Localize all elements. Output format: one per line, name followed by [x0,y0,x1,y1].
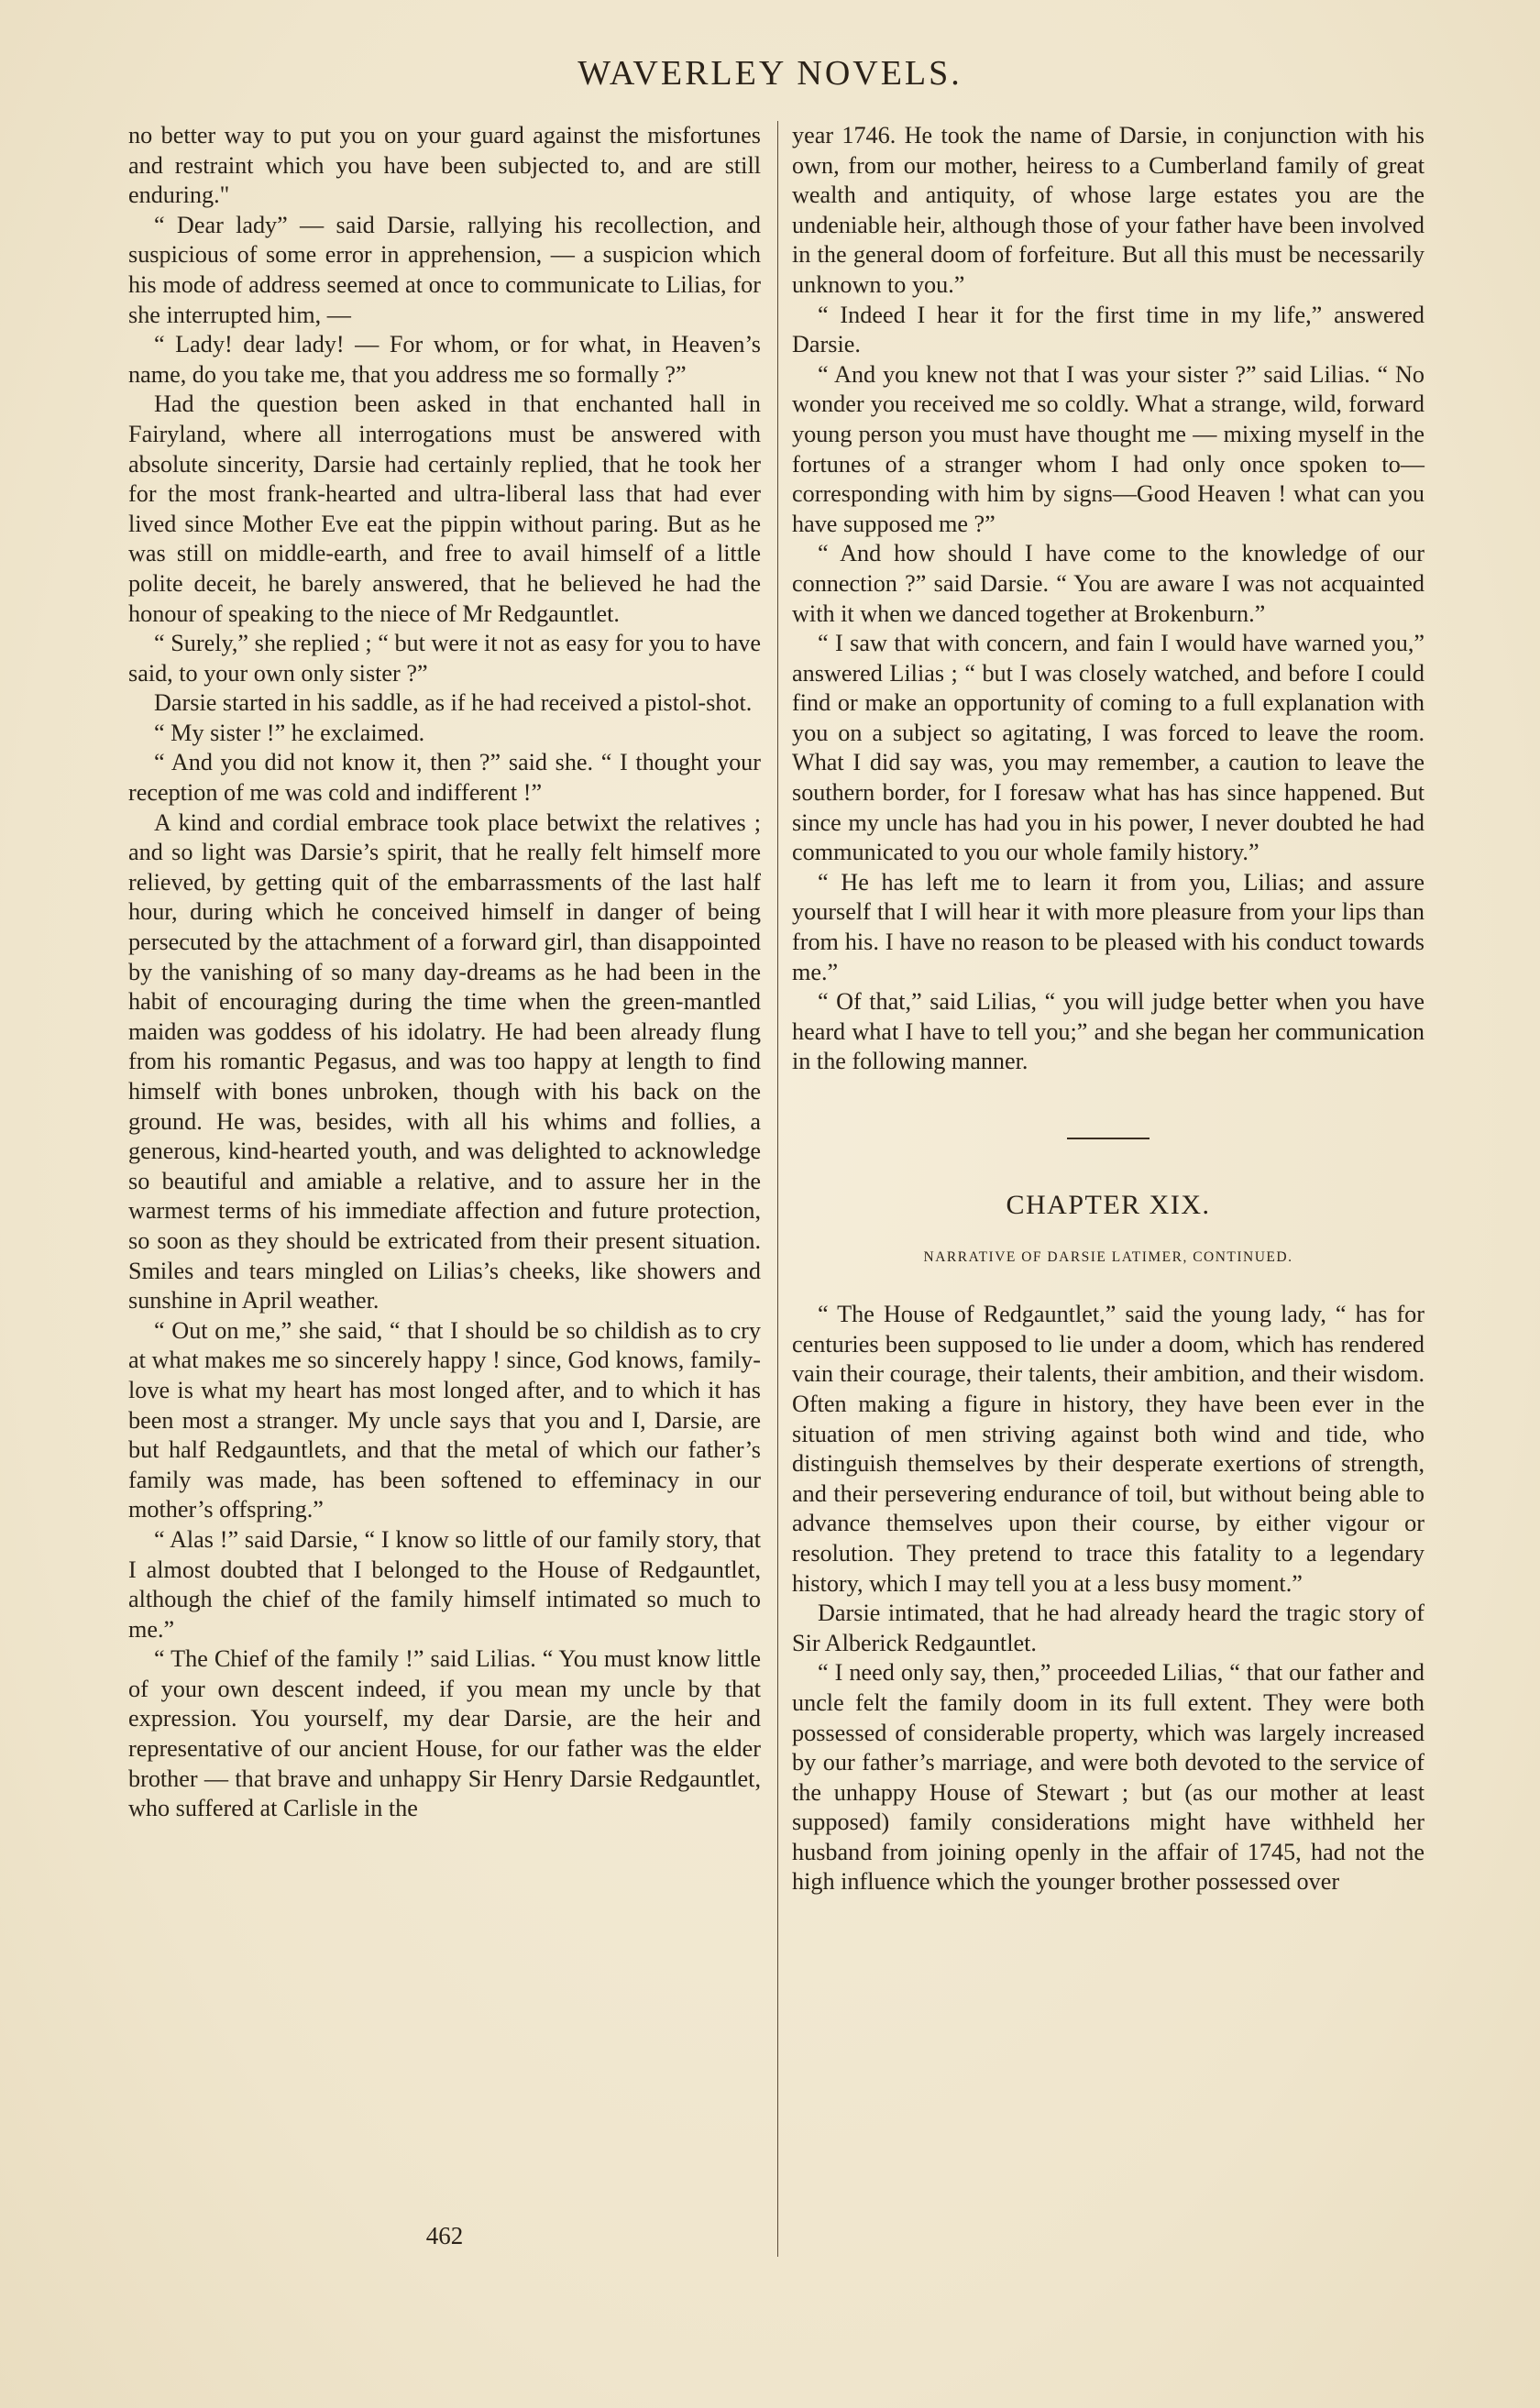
section-divider [1067,1138,1150,1139]
paragraph: Had the question been asked in that enchanted hall in Fairyland, where all interrogations must be answered with absolute sincerity, Darsie had certainly replied, that he took her for the most frank-hearted and ultra-liberal lass that had ever lived since Mother Eve eat the pippin without paring. But as he was still on middle-earth, and free to avail himself of a little polite deceit, he barely answered, that he believed he had the honour of speaking to the niece of Mr Redgauntlet. [128,390,761,627]
paragraph: “ And you did not know it, then ?” said she. “ I thought your reception of me was cold and indifferent !” [128,749,761,807]
column-divider [777,121,778,2257]
paragraph: “ And how should I have come to the knowledge of our connection ?” said Darsie. “ You are aware I was not acquainted with it when we danced together at Brokenburn.” [792,540,1424,627]
paragraph: “ And you knew not that I was your sister ?” said Lilias. “ No wonder you received me so coldly. What a strange, wild, forward young person you must have thought me — mixing myself in the fortunes of a stranger whom I had only once spoken to—corresponding with him by signs—Good Heaven ! what can you have supposed me ?” [792,360,1424,537]
paragraph: “ Of that,” said Lilias, “ you will judge better when you have heard what I have to tell you;” and she began her communication in the following manner. [792,988,1424,1075]
paragraph: “ Surely,” she replied ; “ but were it not as easy for you to have said, to your own only sister ?” [128,630,761,687]
paragraph: year 1746. He took the name of Darsie, in conjunction with his own, from our mother, heiress to a Cumberland family of great wealth and antiquity, of whose large estates you are the undeniable heir, although those of your father have been involved in the general doom of forfeiture. But all this must be necessarily unknown to you.” [792,122,1424,298]
chapter-heading: CHAPTER XIX. [1006,1190,1211,1220]
paragraph: “ Lady! dear lady! — For whom, or for what, in Heaven’s name, do you take me, that you address me so formally ?” [128,331,761,388]
paragraph: A kind and cordial embrace took place betwixt the relatives ; and so light was Darsie’s spirit, that he really felt himself more relieved, by getting quit of the embarrassments of the last half hour, during which he conceived himself in danger of being persecuted by the attachment of a forward girl, than disappointed by the vanishing of so many day-dreams as he had been in the habit of encouraging during the time when the green-mantled maiden was goddess of his idolatry. He had been already flung from his romantic Pegasus, and was too happy at length to find himself with bones unbroken, though with his back on the ground. He was, besides, with all his whims and follies, a generous, kind-hearted youth, and was delighted to acknowledge so beautiful and amiable a relative, and to assure her in the warmest terms of his immediate affection and future protection, so soon as they should be extricated from their present situation. Smiles and tears mingled on Lilias’s cheeks, like showers and sunshine in April weather. [128,808,761,1314]
paragraph: “ My sister !” he exclaimed. [154,719,425,746]
left-column [128,121,761,1824]
chapter-subtitle: NARRATIVE OF DARSIE LATIMER, CONTINUED. [923,1248,1293,1265]
paragraph: “ He has left me to learn it from you, Lilias; and assure yourself that I will hear it with more pleasure from your lips than from his. I have no reason to be pleased with his conduct towards me.” [792,868,1424,985]
paragraph: Darsie intimated, that he had already heard the tragic story of Sir Alberick Redgauntlet. [792,1600,1424,1656]
running-title: WAVERLEY NOVELS. [578,54,962,93]
paragraph: “ The House of Redgauntlet,” said the young lady, “ has for centuries been supposed to lie under a doom, which has rendered vain their courage, their talents, their ambition, and their wisdom. Often making a figure in history, they have been ever in the situation of men striving against both wind and tide, who distinguish themselves by their desperate exertions of strength, and their persevering endurance of toil, but without being able to advance themselves upon their course, by either vigour or resolution. They pretend to trace this fatality to a legendary history, which I may tell you at a less busy moment.” [792,1301,1424,1597]
paragraph: “ I saw that with concern, and fain I would have warned you,” answered Lilias ; “ but I was closely watched, and before I could find or make an opportunity of coming to a full explanation with you on a subject so agitating, I was forced to leave the room. What I did say was, you may remember, a caution to leave the southern border, for I foresaw what has has since happened. But since my uncle has had you in his power, I never doubted he had communicated to you our whole family history.” [792,630,1424,866]
paragraph: no better way to put you on your guard against the misfortunes and restraint which you have been subjected to, and are still enduring." [128,122,761,209]
page-number: 462 [425,2222,464,2249]
paragraph: “ Alas !” said Darsie, “ I know so little of our family story, that I almost doubted that I belonged to the House of Redgauntlet, although the chief of the family himself intimated so much to me.” [128,1525,761,1643]
paragraph: “ Out on me,” she said, “ that I should be so childish as to cry at what makes me so sincerely happy ! since, God knows, family-love is what my heart has most longed after, and to which it has been most a stranger. My uncle says that you and I, Darsie, are but half Redgauntlets, and that the metal of which our father’s family was made, has been softened to effeminacy in our mother’s offspring.” [128,1316,761,1523]
paragraph: Darsie started in his saddle, as if he had received a pistol-shot. [154,689,753,717]
paragraph: “ Indeed I hear it for the first time in my life,” answered Darsie. [792,301,1424,358]
right-column [792,121,1424,1897]
paragraph: “ The Chief of the family !” said Lilias. “ You must know little of your own descent indeed, if you mean my uncle by that expression. You yourself, my dear Darsie, are the heir and representative of our ancient House, for our father was the elder brother — that brave and unhappy Sir Henry Darsie Redgauntlet, who suffered at Carlisle in the [128,1645,761,1822]
paragraph: “ I need only say, then,” proceeded Lilias, “ that our father and uncle felt the family doom in its full extent. They were both possessed of considerable property, which was largely increased by our father’s marriage, and were both devoted to the service of the unhappy House of Stewart ; but (as our mother at least supposed) family considerations might have withheld her husband from joining openly in the affair of 1745, had not the high influence which the younger brother possessed over [792,1659,1424,1896]
paragraph: “ Dear lady” — said Darsie, rallying his recollection, and suspicious of some error in apprehension, — a suspicion which his mode of address seemed at once to communicate to Lilias, for she interrupted him, — [128,211,761,328]
